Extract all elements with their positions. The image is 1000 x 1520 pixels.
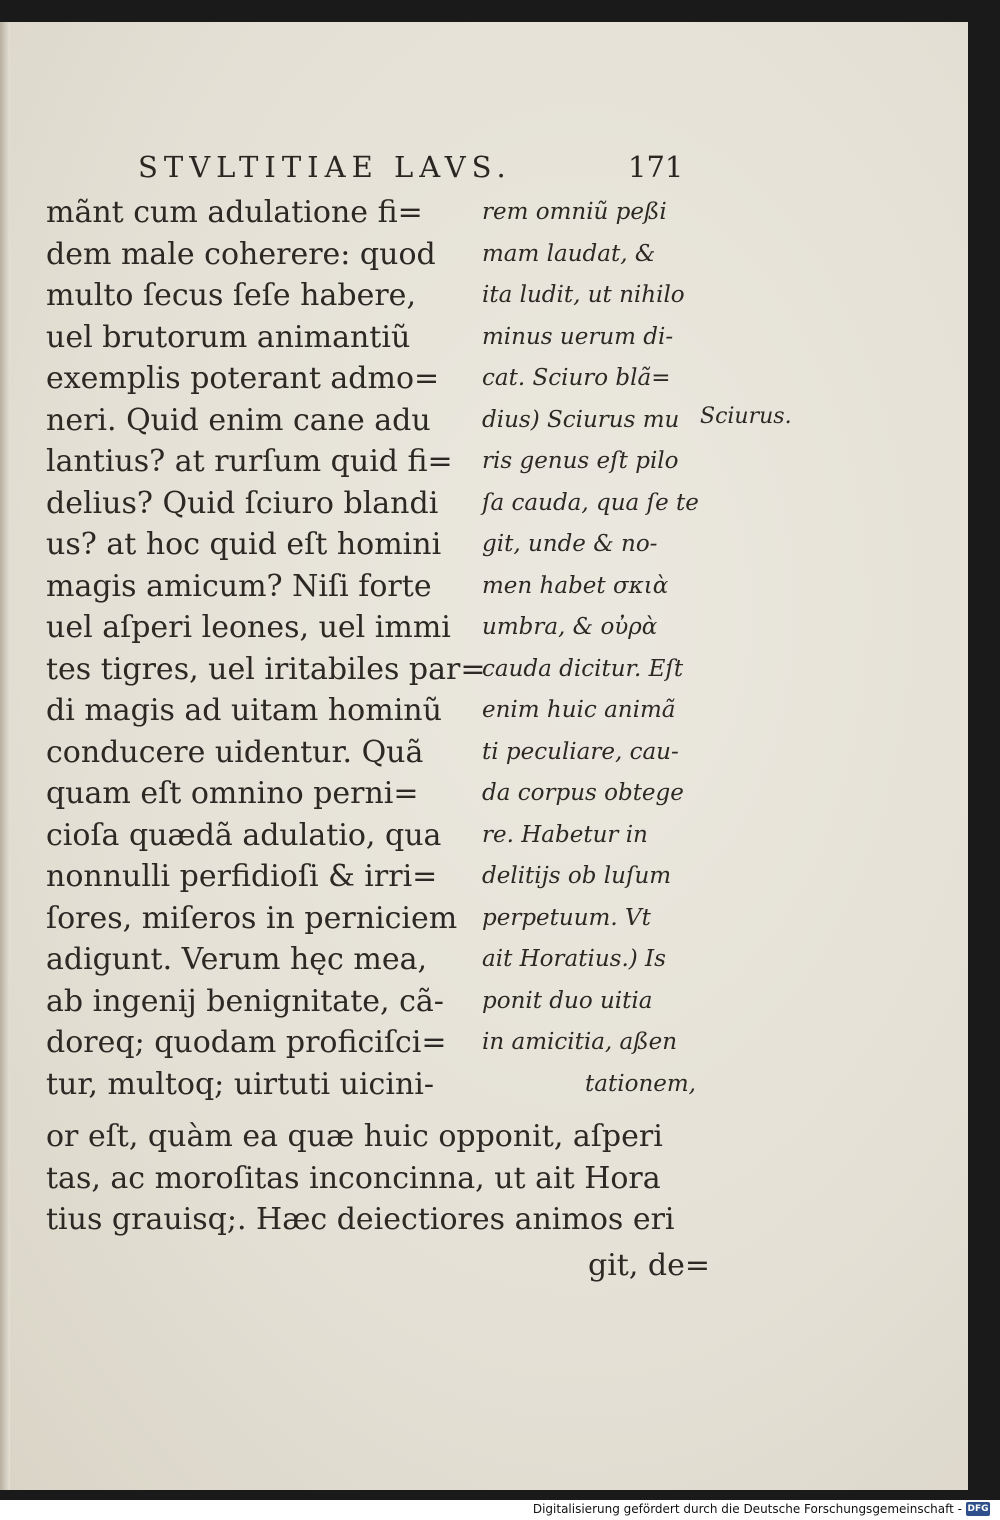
commentary-line: enim huic animã xyxy=(482,697,676,723)
main-text-line: quam eſt omnino perni= xyxy=(46,776,419,811)
commentary-line: re. Habetur in xyxy=(482,821,648,848)
main-text-column xyxy=(46,192,486,1105)
main-text-line: di magis ad uitam hominũ xyxy=(46,693,442,728)
main-text-line: ſores, miſeros in perniciem xyxy=(46,900,458,936)
main-text-line: delius? Quid ſciuro blandi xyxy=(46,485,439,521)
main-text-line: adigunt. Verum hęc mea, xyxy=(46,942,428,977)
main-text-line: tur, multoq; uirtuti uicini- xyxy=(46,1066,435,1102)
commentary-line: ait Horatius.) Is xyxy=(482,946,666,972)
commentary-line: mam laudat, & xyxy=(482,240,656,267)
main-text-line: magis amicum? Niſi forte xyxy=(46,568,432,604)
full-width-line: or eſt, quàm ea quæ huic opponit, aſperi xyxy=(46,1119,663,1154)
commentary-line: git, unde & no- xyxy=(482,531,658,557)
page-number: 171 xyxy=(628,150,684,184)
main-text-line: doreq; quodam proficiſci= xyxy=(46,1025,447,1060)
commentary-line: umbra, & οὐρὰ xyxy=(482,614,658,640)
main-text-line: neri. Quid enim cane adu xyxy=(46,402,431,438)
digitization-credit: Digitalisierung gefördert durch die Deutsche Forschungsgemeinschaft - xyxy=(532,1502,962,1516)
main-text-line: mãnt cum adulatione fi= xyxy=(46,195,423,230)
full-width-line: tius grauisq;. Hæc deiectiores animos eri xyxy=(46,1202,675,1237)
commentary-column xyxy=(482,192,699,1105)
commentary-line: tationem, xyxy=(585,1070,696,1097)
main-text-line: cioſa quædã adulatio, qua xyxy=(46,817,442,853)
main-text-line: ab ingenij benignitate, cã- xyxy=(46,983,444,1019)
catchword: git, de= xyxy=(588,1248,711,1283)
main-text-line: exemplis poterant admo= xyxy=(46,361,440,396)
commentary-line: ris genus eſt pilo xyxy=(482,448,679,474)
commentary-line: perpetuum. Vt xyxy=(482,904,651,931)
commentary-line: minus uerum di- xyxy=(482,323,674,350)
main-text-line: dem male coherere: quod xyxy=(46,236,436,272)
main-text-line: uel aſperi leones, uel immi xyxy=(46,610,451,645)
main-text-line: us? at hoc quid eſt homini xyxy=(46,527,442,562)
commentary-line: delitijs ob luſum xyxy=(482,863,672,889)
main-text-line: uel brutorum animantiũ xyxy=(46,319,411,355)
commentary-line: ita ludit, ut nihilo xyxy=(482,282,685,308)
commentary-line: dius) Sciurus mu xyxy=(482,406,680,433)
commentary-line: in amicitia, aßen xyxy=(482,1029,678,1055)
main-text-line: nonnulli perfidioſi & irri= xyxy=(46,859,438,894)
main-text-line: multo ſecus ſeſe habere, xyxy=(46,278,416,313)
commentary-line: ſa cauda, qua ſe te xyxy=(482,489,699,516)
commentary-line: rem omniũ peßi xyxy=(482,199,667,225)
margin-note: Sciurus. xyxy=(700,404,792,429)
main-text-line: lantius? at rurſum quid fi= xyxy=(46,444,453,479)
running-title: STVLTITIAE LAVS. xyxy=(138,150,512,184)
main-text-line: tes tigres, uel iritabiles par= xyxy=(46,651,486,687)
commentary-line: cat. Sciuro blã= xyxy=(482,365,671,391)
page-gutter-shadow xyxy=(0,22,10,1490)
full-width-line: tas, ac moroſitas inconcinna, ut ait Hora xyxy=(46,1160,661,1196)
commentary-line: cauda dicitur. Eſt xyxy=(482,655,684,682)
dfg-logo-badge: DFG xyxy=(967,1504,989,1514)
full-width-text xyxy=(46,1116,696,1241)
main-text-line: conducere uidentur. Quã xyxy=(46,734,424,770)
commentary-line: da corpus obtege xyxy=(482,780,684,806)
commentary-line: ponit duo uitia xyxy=(482,987,653,1014)
commentary-line: men habet σκιὰ xyxy=(482,572,669,599)
commentary-line: ti peculiare, cau- xyxy=(482,738,679,765)
